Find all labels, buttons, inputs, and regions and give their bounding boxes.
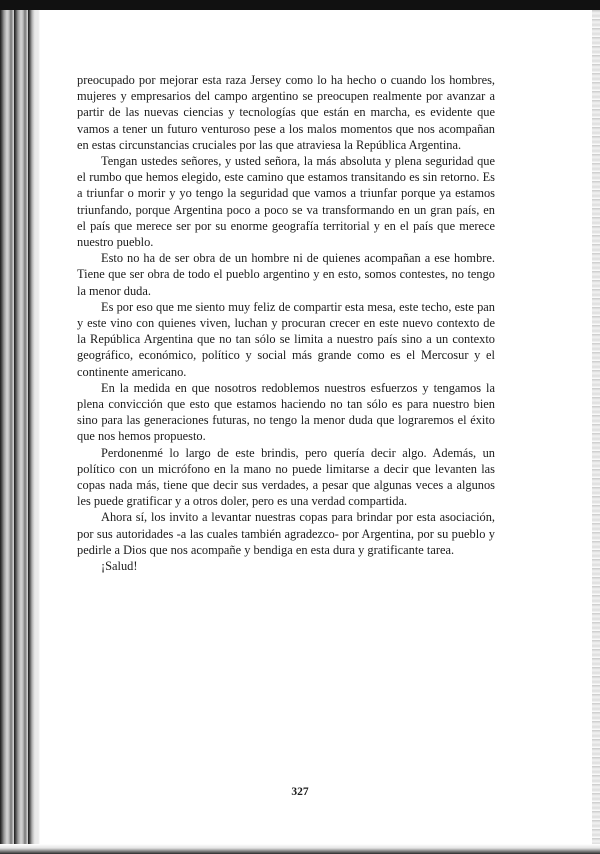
scan-right-edge: [592, 10, 600, 854]
paragraph: Tengan ustedes señores, y usted señora, la más absoluta y plena seguridad que el rumbo que hemos elegido, este camino que estamos transitando es sin retorno. Es a triunfar o morir y yo tengo la seguridad que vamos a triunfar porque ya estamos triunfando, porque Argentina poco a poco se va transformando en un gran país, en el país que merece ser por su enorme geografía territorial y en el país que merece nuestro pueblo.: [77, 154, 495, 250]
scan-top-border: [0, 0, 600, 10]
scan-bottom-border: [0, 844, 600, 854]
page-number: 327: [291, 786, 309, 798]
paragraph-continuation: preocupado por mejorar esta raza Jersey como lo ha hecho o cuando los hombres, mujeres y empresarios del campo argentino se preocupen realmente por avanzar a partir de las nuevas ciencias y tecnologías que están en marcha, es evidente que vamos a tener un futuro venturoso pese a los malos momentos que nos acompañan en estas circunstancias cruciales por las que atraviesa la República Argentina.: [77, 73, 495, 152]
paragraph: En la medida en que nosotros redoblemos nuestros esfuerzos y tengamos la plena convicción que esto que estamos haciendo no tan sólo es para nuestro bien sino para las generaciones futuras, no tengo la menor duda que lograremos el éxito que nos hemos propuesto.: [77, 380, 495, 444]
scan-binding-edge: [0, 10, 40, 854]
closing-exclamation: ¡Salud!: [101, 559, 138, 574]
paragraph: Esto no ha de ser obra de un hombre ni de quienes acompañan a ese hombre. Tiene que ser obra de todo el pueblo argentino y en esto, somos contestes, no tengo la menor duda.: [77, 251, 495, 298]
paragraph: Es por eso que me siento muy feliz de compartir esta mesa, este techo, este pan y este vino con quienes viven, luchan y procuran crecer en este nuevo contexto de la República Argentina que no tan sólo se limita a nuestro país sino a un contexto geográfico, económico, político y social más grande como es el Mercosur y el continente americano.: [77, 299, 495, 379]
page-body: [77, 72, 495, 574]
paragraph: Ahora sí, los invito a levantar nuestras copas para brindar por esta asociación, por sus autoridades -a las cuales también agradezco- por Argentina, por su pueblo y pedirle a Dios que nos acompañe y bendiga en esta dura y gratificante tarea.: [77, 510, 495, 557]
paragraph: Perdonenmé lo largo de este brindis, pero quería decir algo. Además, un político con un micrófono en la mano no puede limitarse a decir que levanten las copas nada más, tiene que decir sus verdades, a pesar que algunas veces a algunos les puede gratificar y a otros doler, pero es una verdad compartida.: [77, 445, 495, 509]
